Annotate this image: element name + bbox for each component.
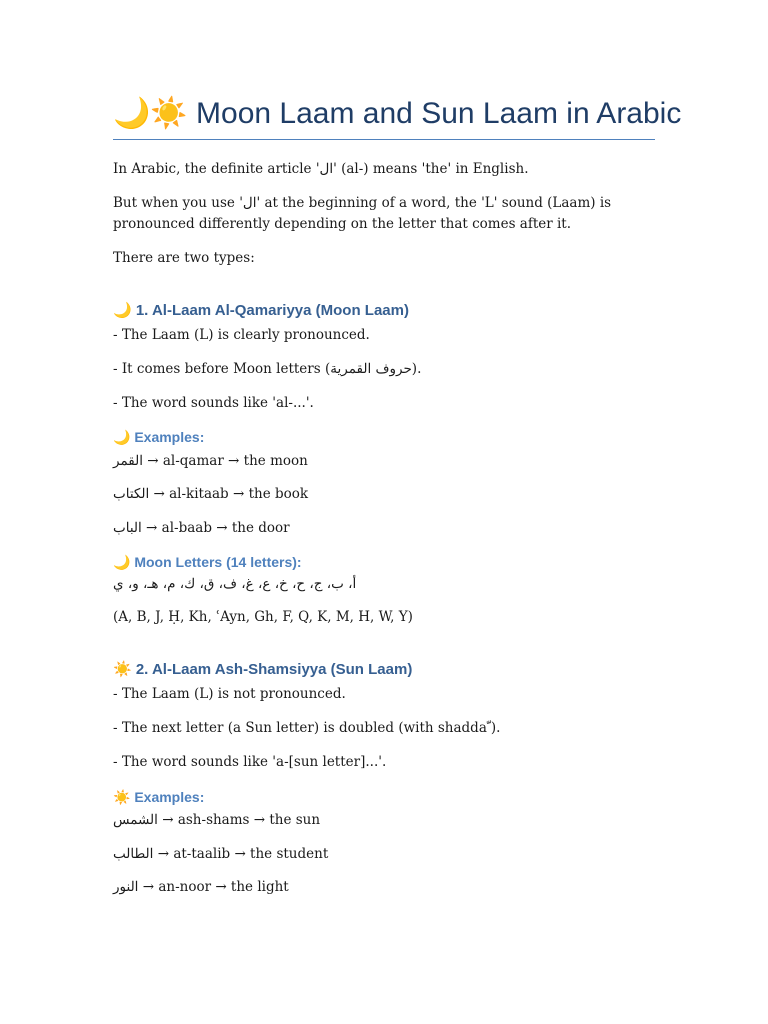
sun-point: - The word sounds like 'a-[sun letter]...'. xyxy=(113,754,387,770)
moon-laam-heading: 🌙 1. Al-Laam Al-Qamariyya (Moon Laam) xyxy=(113,302,409,319)
page-title: 🌙☀️ Moon Laam and Sun Laam in Arabic xyxy=(113,97,682,130)
sun-example: الشمس → ash-shams → the sun xyxy=(113,812,321,828)
intro-paragraph: But when you use 'ال' at the beginning of a word, the 'L' sound (Laam) is pronounced differently depending on the letter that comes after it. xyxy=(113,195,612,232)
moon-example: القمر → al-qamar → the moon xyxy=(113,453,308,469)
moon-letters-heading: 🌙 Moon Letters (14 letters): xyxy=(113,554,302,570)
sun-laam-heading: ☀️ 2. Al-Laam Ash-Shamsiyya (Sun Laam) xyxy=(113,661,413,678)
moon-letters-latin: (A, B, J, Ḥ, Kh, ʿAyn, Gh, F, Q, K, M, H, W, Y) xyxy=(113,609,413,625)
sun-examples-heading: ☀️ Examples: xyxy=(113,789,205,805)
sun-example: النور → an-noor → the light xyxy=(113,879,289,895)
moon-point: - It comes before Moon letters (حروف القمرية). xyxy=(113,361,422,377)
moon-letters-arabic-text: أ، ب، ج، ح، خ، ع، غ، ف، ق، ك، م، هـ، و، ي xyxy=(113,576,357,592)
moon-example: الباب → al-baab → the door xyxy=(113,520,290,536)
sun-point: - The next letter (a Sun letter) is doubled (with shadda ّ). xyxy=(113,720,501,736)
moon-letters-arabic xyxy=(113,574,655,595)
title-underline xyxy=(113,139,655,140)
moon-point: - The word sounds like 'al-...'. xyxy=(113,395,314,411)
moon-examples-heading: 🌙 Examples: xyxy=(113,429,205,445)
moon-example: الكتاب → al-kitaab → the book xyxy=(113,486,309,502)
intro-paragraph: In Arabic, the definite article 'ال' (al-) means 'the' in English. xyxy=(113,161,529,177)
sun-example: الطالب → at-taalib → the student xyxy=(113,846,329,862)
moon-point: - The Laam (L) is clearly pronounced. xyxy=(113,327,370,343)
sun-point: - The Laam (L) is not pronounced. xyxy=(113,686,346,702)
intro-paragraph: There are two types: xyxy=(113,250,255,266)
